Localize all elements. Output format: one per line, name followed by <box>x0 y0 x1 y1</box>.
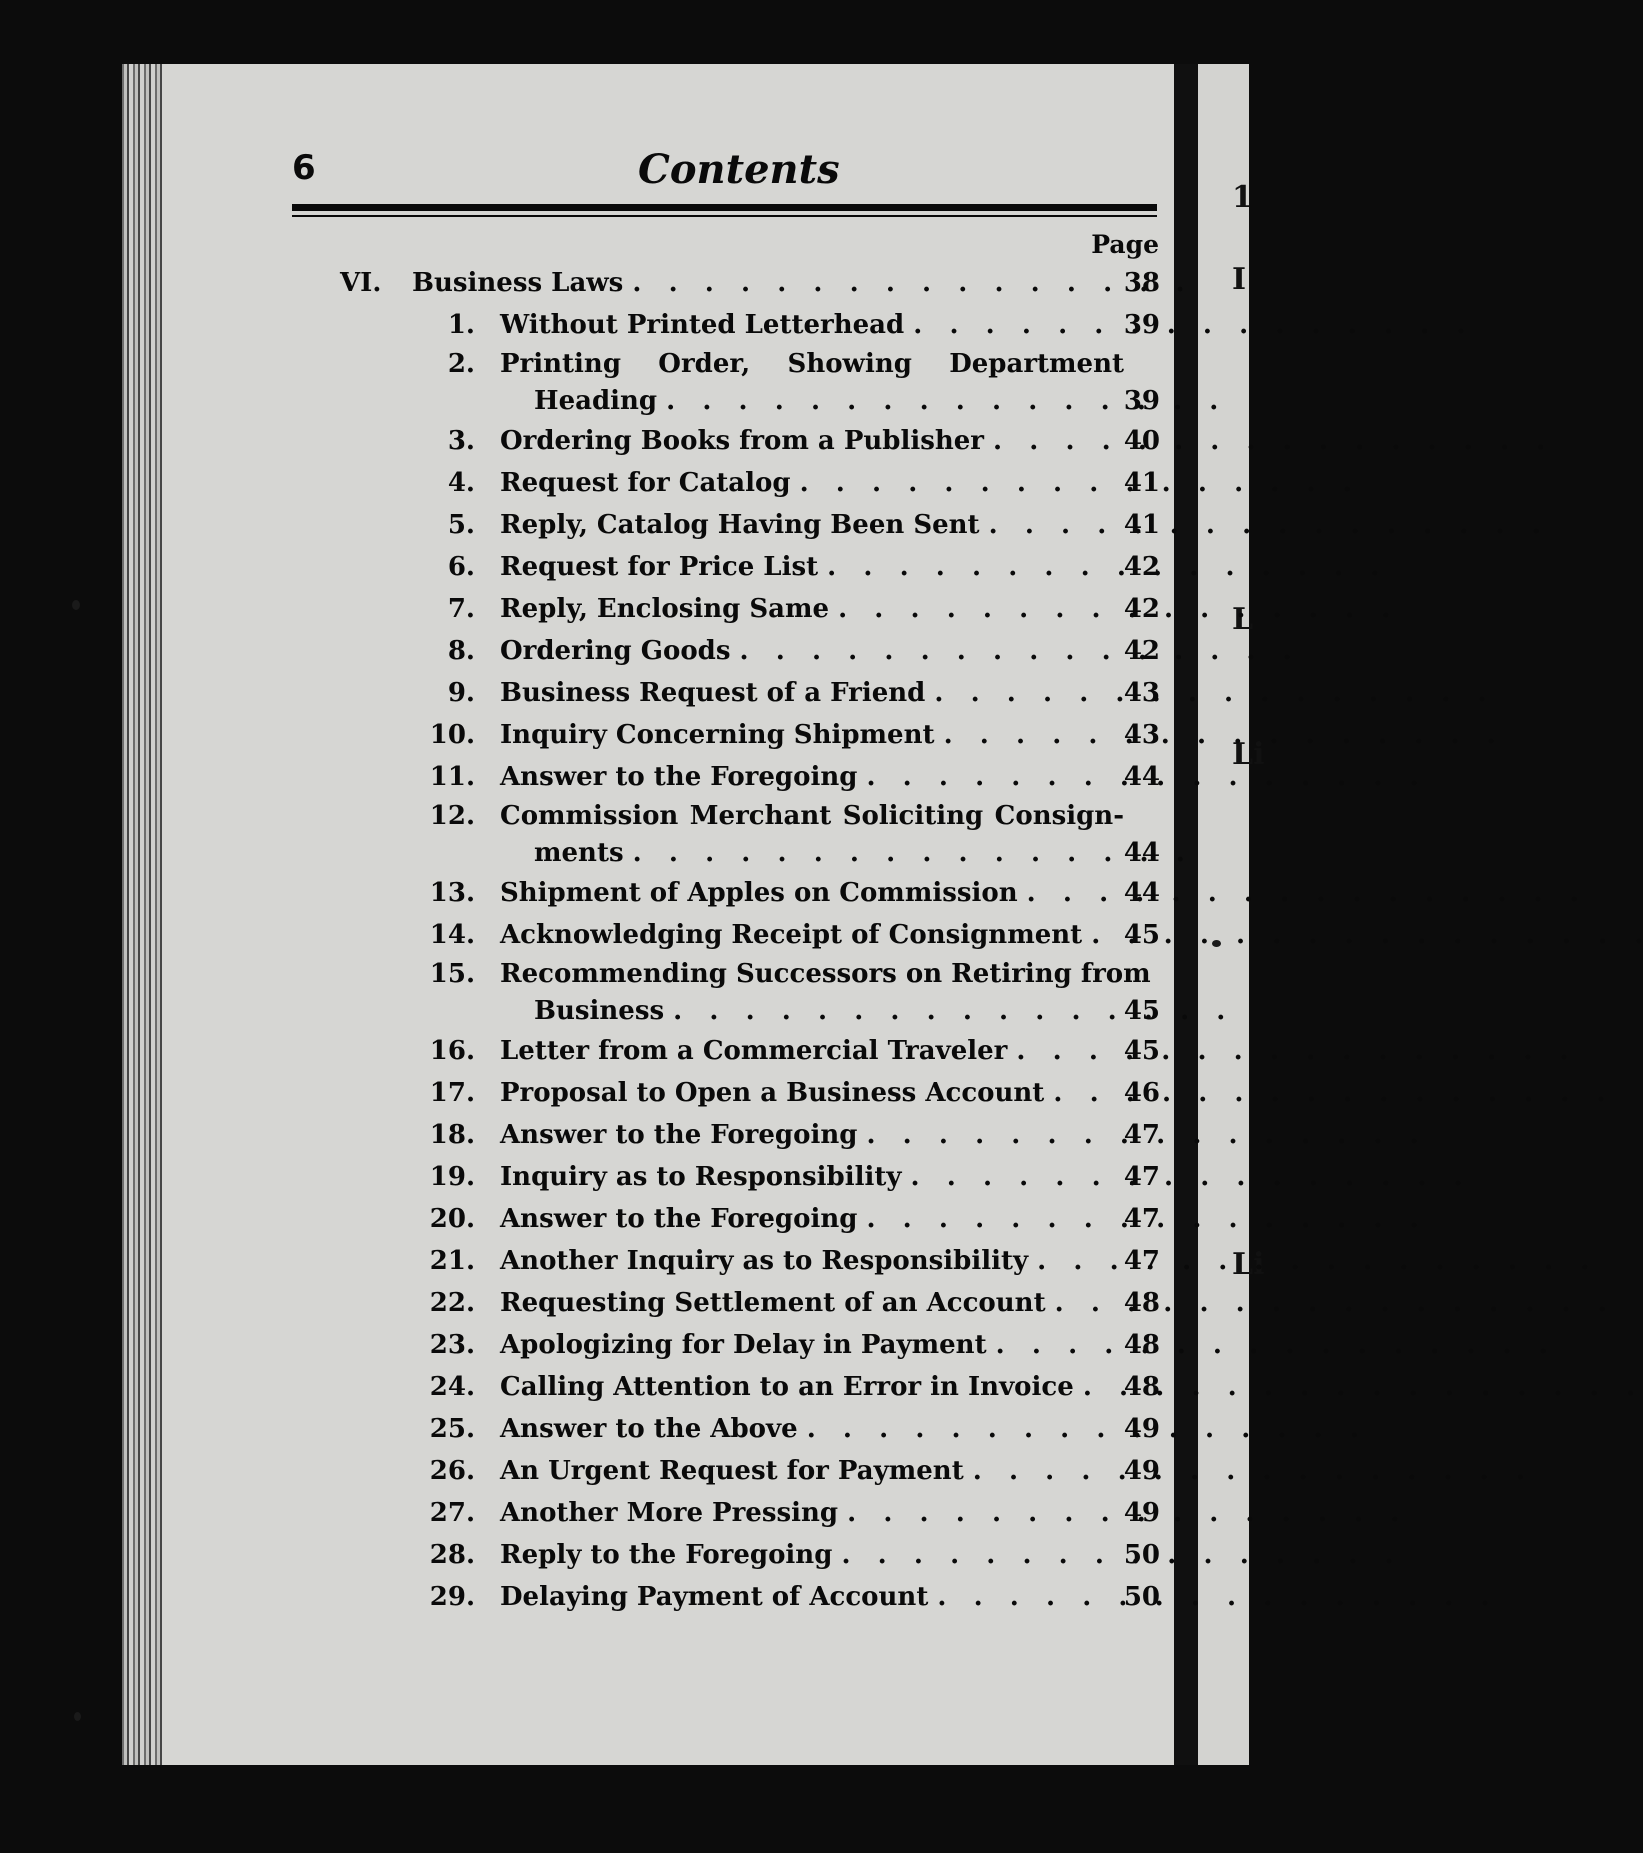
toc-entry <box>340 672 1160 714</box>
entry-page-number: 47 <box>1123 1246 1160 1276</box>
scan-speck <box>1212 940 1221 947</box>
entry-page-number: 49 <box>1123 1414 1160 1444</box>
toc-line <box>340 304 1160 346</box>
entry-page-number: 42 <box>1123 552 1160 582</box>
entry-title: Apologizing for Delay in Payment . . <box>500 1324 1124 1366</box>
entry-number: 18. <box>429 1120 475 1150</box>
toc-entry <box>340 1030 1160 1072</box>
entry-page-number: 42 <box>1123 594 1160 624</box>
entry-title: Calling Attention to an Error in Invoice . . <box>500 1366 1124 1408</box>
entry-page-number: 39 <box>1123 310 1160 340</box>
toc-entry <box>340 1240 1160 1282</box>
toc-line <box>340 756 1160 798</box>
entry-title: An Urgent Request for Payment . . <box>500 1450 1124 1492</box>
entry-title: Reply, Enclosing Same . . <box>500 588 1124 630</box>
entry-title: Answer to the Foregoing . . <box>500 1114 1124 1156</box>
toc-line <box>340 1198 1160 1240</box>
entry-title: Acknowledging Receipt of Consignment . . <box>500 914 1124 956</box>
entry-page-number: 48 <box>1123 1288 1160 1318</box>
entry-title: Heading . . <box>534 383 1124 420</box>
entry-title: Shipment of Apples on Commission . . <box>500 872 1124 914</box>
entry-number: 26. <box>429 1456 475 1486</box>
facing-page-fragment: L <box>1232 602 1254 637</box>
chapter-page: 38 <box>1123 268 1160 298</box>
scan-speck <box>72 600 80 610</box>
entry-page-number: 39 <box>1123 386 1160 416</box>
page-number: 6 <box>292 148 316 188</box>
toc-line <box>340 1030 1160 1072</box>
entry-number: 22. <box>429 1288 475 1318</box>
entry-title: Commission Merchant Soliciting Consign- <box>500 801 1124 831</box>
toc-entry <box>340 714 1160 756</box>
entry-title: Answer to the Foregoing . . <box>500 1198 1124 1240</box>
entry-page-number: 49 <box>1123 1456 1160 1486</box>
entry-number: 29. <box>429 1582 475 1612</box>
toc-entry <box>340 588 1160 630</box>
toc-entry <box>340 1492 1160 1534</box>
toc-entry <box>340 1366 1160 1408</box>
entry-number: 5. <box>447 510 475 540</box>
entry-page-number: 44 <box>1123 762 1160 792</box>
toc-entry <box>340 1534 1160 1576</box>
page-column-heading: Page <box>1091 230 1159 259</box>
toc-line <box>340 630 1160 672</box>
toc-entry <box>340 346 1160 420</box>
toc-entry <box>340 1324 1160 1366</box>
entry-number: 16. <box>429 1036 475 1066</box>
toc-line <box>340 914 1160 956</box>
toc-entry <box>340 504 1160 546</box>
entry-page-number: 47 <box>1123 1162 1160 1192</box>
entry-number: 15. <box>429 959 475 989</box>
toc-line <box>340 1492 1160 1534</box>
entry-title: Ordering Books from a Publisher . . <box>500 420 1124 462</box>
entry-title: Ordering Goods . . <box>500 630 1124 672</box>
entry-number: 17. <box>429 1078 475 1108</box>
entry-title: Printing Order, Showing Department <box>500 349 1124 379</box>
facing-page-fragment: 1 <box>1232 180 1253 215</box>
entry-number: 6. <box>447 552 475 582</box>
toc-line <box>340 714 1160 756</box>
toc-entry <box>340 630 1160 672</box>
toc-line <box>340 872 1160 914</box>
facing-page-fragment: Li <box>1232 737 1265 772</box>
toc-line <box>340 1408 1160 1450</box>
toc-line-continued <box>340 993 1160 1030</box>
entry-title: Proposal to Open a Business Account . . <box>500 1072 1124 1114</box>
entry-page-number: 48 <box>1123 1330 1160 1360</box>
scan-speck <box>74 1712 81 1721</box>
entry-title: Request for Price List . . <box>500 546 1124 588</box>
entry-number: 27. <box>429 1498 475 1528</box>
entry-title: Reply to the Foregoing . . <box>500 1534 1124 1576</box>
toc-entry <box>340 1156 1160 1198</box>
entry-number: 7. <box>447 594 475 624</box>
toc-line <box>340 1576 1160 1618</box>
entry-page-number: 48 <box>1123 1372 1160 1402</box>
entry-page-number: 50 <box>1123 1540 1160 1570</box>
toc-line <box>340 346 1160 383</box>
entry-page-number: 47 <box>1123 1204 1160 1234</box>
entry-number: 8. <box>447 636 475 666</box>
toc-line <box>340 672 1160 714</box>
entry-page-number: 45 <box>1123 996 1160 1026</box>
entry-title: Request for Catalog . . <box>500 462 1124 504</box>
entry-title: Letter from a Commercial Traveler . . <box>500 1030 1124 1072</box>
entry-number: 11. <box>429 762 475 792</box>
header-rule-thick <box>292 204 1157 211</box>
toc-entry <box>340 546 1160 588</box>
entry-number: 12. <box>429 801 475 831</box>
toc-line <box>340 1114 1160 1156</box>
entry-page-number: 45 <box>1123 1036 1160 1066</box>
toc-line <box>340 798 1160 835</box>
entry-page-number: 49 <box>1123 1498 1160 1528</box>
running-head <box>292 148 1157 198</box>
entry-page-number: 41 <box>1123 510 1160 540</box>
facing-page-fragment: I <box>1232 262 1247 297</box>
entry-number: 10. <box>429 720 475 750</box>
toc-line-continued <box>340 835 1160 872</box>
entry-number: 3. <box>447 426 475 456</box>
entry-number: 25. <box>429 1414 475 1444</box>
entry-number: 24. <box>429 1372 475 1402</box>
toc-line <box>340 1324 1160 1366</box>
toc-line <box>340 420 1160 462</box>
entry-number: 28. <box>429 1540 475 1570</box>
toc-line <box>340 1450 1160 1492</box>
toc-line <box>340 546 1160 588</box>
toc-entry <box>340 1576 1160 1618</box>
entry-title: Answer to the Above . . <box>500 1408 1124 1450</box>
entry-title: Requesting Settlement of an Account . . <box>500 1282 1124 1324</box>
entry-page-number: 42 <box>1123 636 1160 666</box>
toc-line <box>340 1534 1160 1576</box>
entry-title: ments . . <box>534 835 1124 872</box>
running-title: Contents <box>638 146 840 193</box>
toc-entry <box>340 1408 1160 1450</box>
toc-entry <box>340 798 1160 872</box>
chapter-title: Business Laws . . <box>412 262 1124 304</box>
entry-page-number: 45 <box>1123 920 1160 950</box>
entry-page-number: 43 <box>1123 720 1160 750</box>
entry-number: 4. <box>447 468 475 498</box>
toc-entry <box>340 304 1160 346</box>
entry-number: 9. <box>447 678 475 708</box>
entry-title: Inquiry as to Responsibility . . <box>500 1156 1124 1198</box>
page-binding-edge <box>122 64 162 1765</box>
entry-title: Delaying Payment of Account . . <box>500 1576 1124 1618</box>
toc-line <box>340 1282 1160 1324</box>
toc-entry <box>340 420 1160 462</box>
toc-entry <box>340 914 1160 956</box>
chapter-line <box>340 262 1160 304</box>
toc-line <box>340 1240 1160 1282</box>
entry-page-number: 41 <box>1123 468 1160 498</box>
entry-page-number: 46 <box>1123 1078 1160 1108</box>
toc-line <box>340 588 1160 630</box>
entry-number: 2. <box>447 349 475 379</box>
toc-entry <box>340 1072 1160 1114</box>
entry-page-number: 50 <box>1123 1582 1160 1612</box>
toc-entry <box>340 1114 1160 1156</box>
entry-title: Inquiry Concerning Shipment . . <box>500 714 1124 756</box>
toc-line <box>340 956 1160 993</box>
entry-page-number: 40 <box>1123 426 1160 456</box>
table-of-contents <box>340 262 1160 1618</box>
entry-number: 13. <box>429 878 475 908</box>
entry-title: Without Printed Letterhead . . <box>500 304 1124 346</box>
chapter-number: VI. <box>340 268 382 298</box>
toc-line <box>340 504 1160 546</box>
entry-title: Answer to the Foregoing . . <box>500 756 1124 798</box>
entry-title: Another Inquiry as to Responsibility . . <box>500 1240 1124 1282</box>
chapter-entry <box>340 262 1160 304</box>
entry-title: Business Request of a Friend . . <box>500 672 1124 714</box>
toc-entry <box>340 1198 1160 1240</box>
toc-line <box>340 1366 1160 1408</box>
toc-entry <box>340 756 1160 798</box>
entry-number: 20. <box>429 1204 475 1234</box>
toc-entry <box>340 1282 1160 1324</box>
entry-title: Another More Pressing . . <box>500 1492 1124 1534</box>
entry-number: 23. <box>429 1330 475 1360</box>
entry-page-number: 43 <box>1123 678 1160 708</box>
toc-entry <box>340 1450 1160 1492</box>
entry-title: Recommending Successors on Retiring from <box>500 959 1151 989</box>
entry-page-number: 44 <box>1123 878 1160 908</box>
toc-entry <box>340 462 1160 504</box>
toc-entry <box>340 872 1160 914</box>
toc-entry <box>340 956 1160 1030</box>
entry-page-number: 44 <box>1123 838 1160 868</box>
entry-number: 21. <box>429 1246 475 1276</box>
entry-page-number: 47 <box>1123 1120 1160 1150</box>
facing-page-fragment: Li <box>1232 1247 1265 1282</box>
toc-line <box>340 1072 1160 1114</box>
entry-number: 19. <box>429 1162 475 1192</box>
toc-line <box>340 462 1160 504</box>
entry-number: 1. <box>447 310 475 340</box>
entry-title: Business . . <box>534 993 1124 1030</box>
entry-number: 14. <box>429 920 475 950</box>
toc-line-continued <box>340 383 1160 420</box>
toc-line <box>340 1156 1160 1198</box>
header-rule-thin <box>292 215 1157 217</box>
entry-title: Reply, Catalog Having Been Sent . . <box>500 504 1124 546</box>
